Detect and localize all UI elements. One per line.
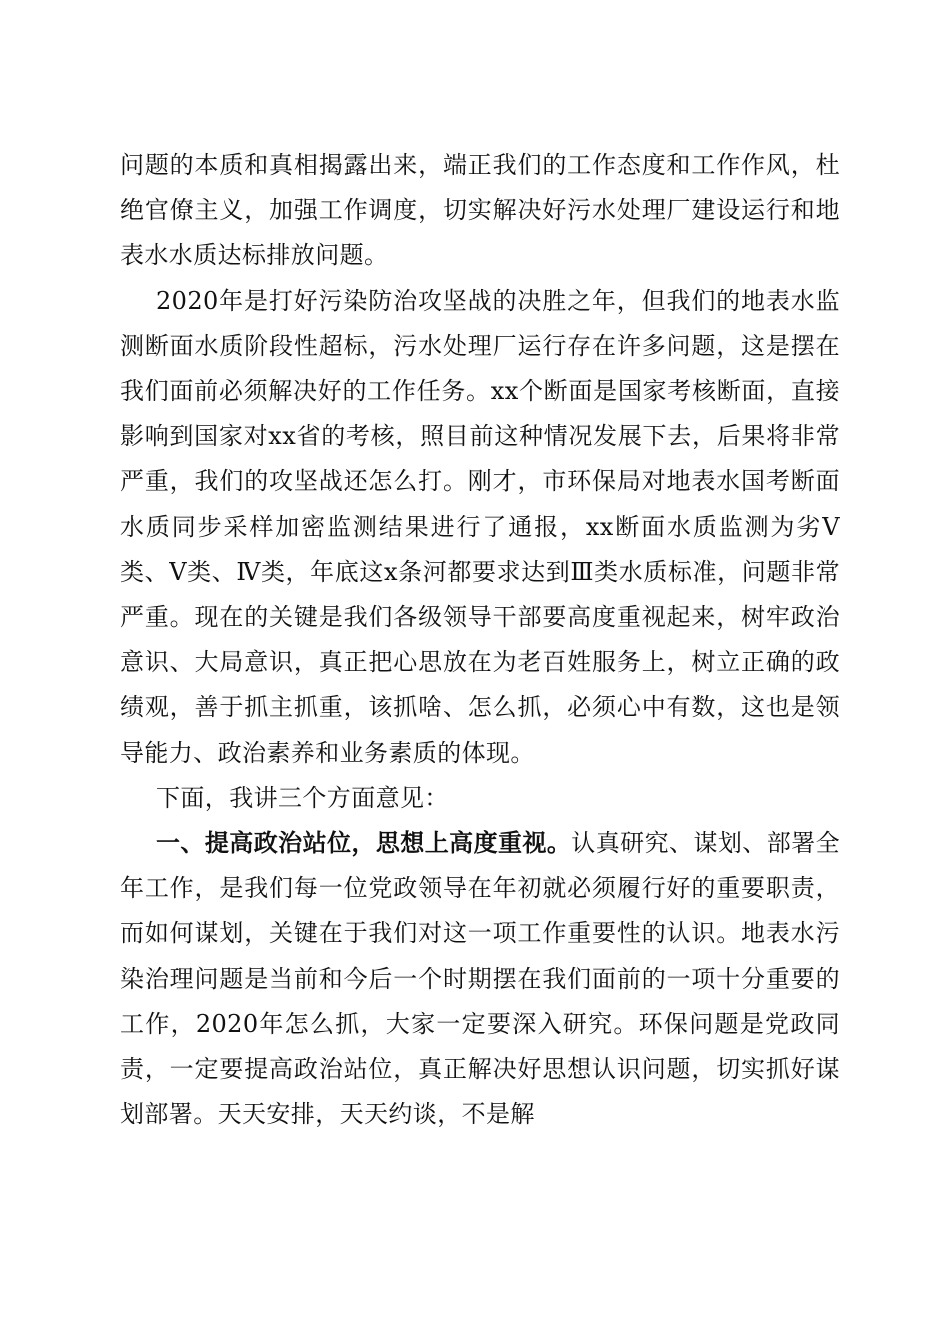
section-one-body: 认真研究、谋划、部署全年工作，是我们每一位党政领导在年初就必须履行好的重要职责，而如何谋划，关键在于我们对这一项工作重要性的认识。地表水污染治理问题是当前和今后一个时期摆在我们面前的一项十分重要的工作，2020年怎么抓，大家一定要深入研究。环保问题是党政同责，一定要提高政治站位，真正解决好思想认识问题，切实抓好谋划部署。天天安排，天天约谈，不是解 [120, 829, 840, 1129]
paragraph-2020-overview: 2020年是打好污染防治攻坚战的决胜之年，但我们的地表水监测断面水质阶段性超标，污水处理厂运行存在许多问题，这是摆在我们面前必须解决好的工作任务。xx个断面是国家考核断面，直接影响到国家对xx省的考核，照目前这种情况发展下去，后果将非常严重，我们的攻坚战还怎么打。刚才，市环保局对地表水国考断面水质同步采样加密监测结果进行了通报，xx断面水质监测为劣Ⅴ类、Ⅴ类、Ⅳ类，年底这x条河都要求达到Ⅲ类水质标准，问题非常严重。现在的关键是我们各级领导干部要高度重视起来，树牢政治意识、大局意识，真正把心思放在为老百姓服务上，树立正确的政绩观，善于抓主抓重，该抓啥、怎么抓，必须心中有数，这也是领导能力、政治素养和业务素质的体现。 [120, 286, 840, 767]
document-body [120, 143, 840, 1137]
paragraph-continuation: 问题的本质和真相揭露出来，端正我们的工作态度和工作作风，杜绝官僚主义，加强工作调度，切实解决好污水处理厂建设运行和地表水水质达标排放问题。 [120, 151, 840, 270]
section-one-heading: 一、提高政治站位，思想上高度重视。 [156, 829, 572, 858]
paragraph-three-opinions: 下面，我讲三个方面意见： [156, 783, 449, 812]
paragraph-section-one [120, 821, 840, 1137]
